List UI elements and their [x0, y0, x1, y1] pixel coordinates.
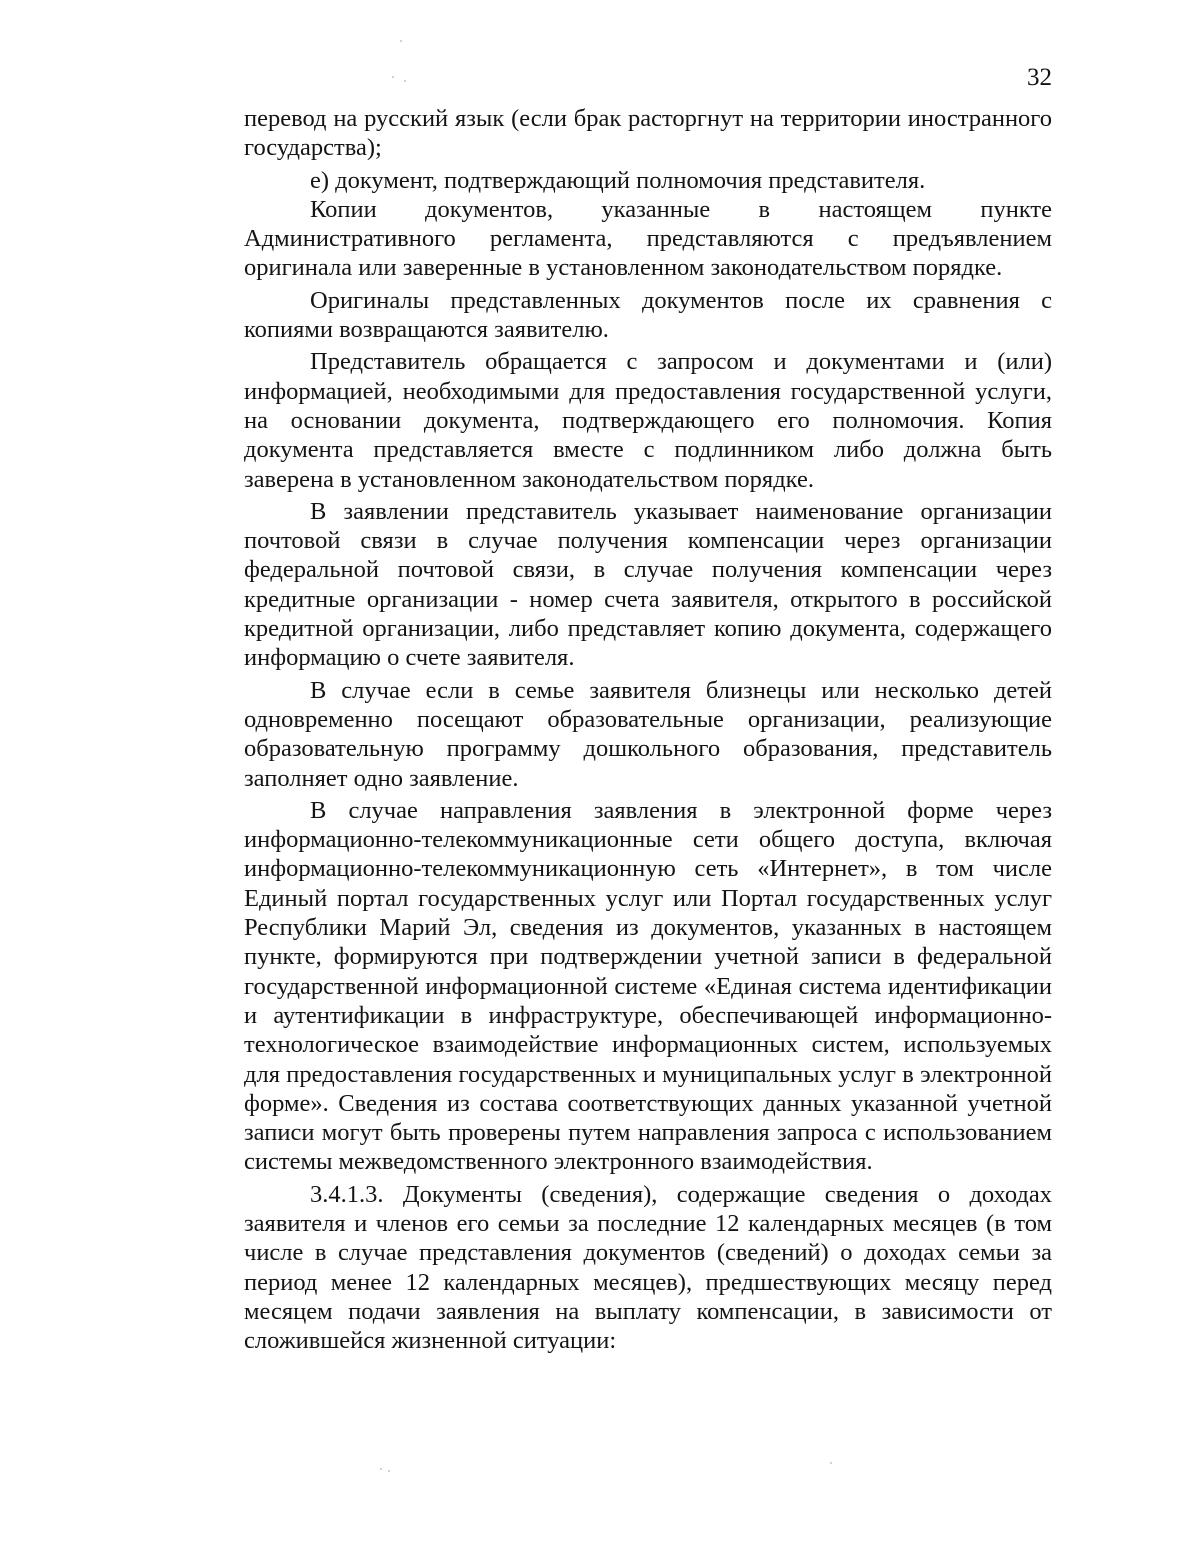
paragraph-5: Представитель обращается с запросом и документами и (или) информацией, необходимыми для предоставления государственной услуги, на основании документа, подтверждающего его полномочия. Копия документа представляется вместе с подлинником либо должна быть заверена в установленном законодательством порядке.: [244, 348, 1052, 493]
paragraph-7: В случае если в семье заявителя близнецы или несколько детей одновременно посещают образовательные организации, реализующие образовательную программу дошкольного образования, представитель заполняет одно заявление.: [244, 676, 1052, 792]
scan-speck: [400, 40, 402, 42]
paragraph-6: В заявлении представитель указывает наименование организации почтовой связи в случае получения компенсации через организации федеральной почтовой связи, в случае получения компенсации через кредитные организации - номер счета заявителя, открытого в российской кредитной организации, либо представляет копию документа, содержащего информацию о счете заявителя.: [244, 497, 1052, 672]
paragraph-1: перевод на русский язык (если брак расторгнут на территории иностранного государства);: [244, 105, 1052, 162]
scan-speck: [388, 1470, 390, 1472]
page-number: 32: [1027, 64, 1052, 91]
document-body: [244, 104, 1052, 1355]
paragraph-4: Оригиналы представленных документов после их сравнения с копиями возвращаются заявителю.: [244, 286, 1052, 344]
scan-speck: [392, 76, 394, 78]
paragraph-3: Копии документов, указанные в настоящем пункте Административного регламента, представляются с предъявлением оригинала или заверенные в установленном законодательством порядке.: [244, 195, 1052, 282]
scan-speck: [830, 1462, 832, 1464]
scan-speck: [404, 80, 406, 82]
paragraph-9: 3.4.1.3. Документы (сведения), содержащие сведения о доходах заявителя и членов его семьи за последние 12 календарных месяцев (в том числе в случае представления документов (сведений) о доходах семьи за период менее 12 календарных месяцев), предшествующих месяцу перед месяцем подачи заявления на выплату компенсации, в зависимости от сложившейся жизненной ситуации:: [244, 1180, 1052, 1355]
paragraph-8: В случае направления заявления в электронной форме через информационно-телекоммуникационные сети общего доступа, включая информационно-телекоммуникационную сеть «Интернет», в том числе Единый портал государственных услуг или Портал государственных услуг Республики Марий Эл, сведения из документов, указанных в настоящем пункте, формируются при подтверждении учетной записи в федеральной государственной информационной системе «Единая система идентификации и аутентификации в инфраструктуре, обеспечивающей информационно-технологическое взаимодействие информационных систем, используемых для предоставления государственных и муниципальных услуг в электронной форме». Сведения из состава соответствующих данных указанной учетной записи могут быть проверены путем направления запроса с использованием системы межведомственного электронного взаимодействия.: [244, 796, 1052, 1176]
scan-speck: [380, 1468, 382, 1470]
paragraph-2: е) документ, подтверждающий полномочия представителя.: [310, 166, 926, 194]
